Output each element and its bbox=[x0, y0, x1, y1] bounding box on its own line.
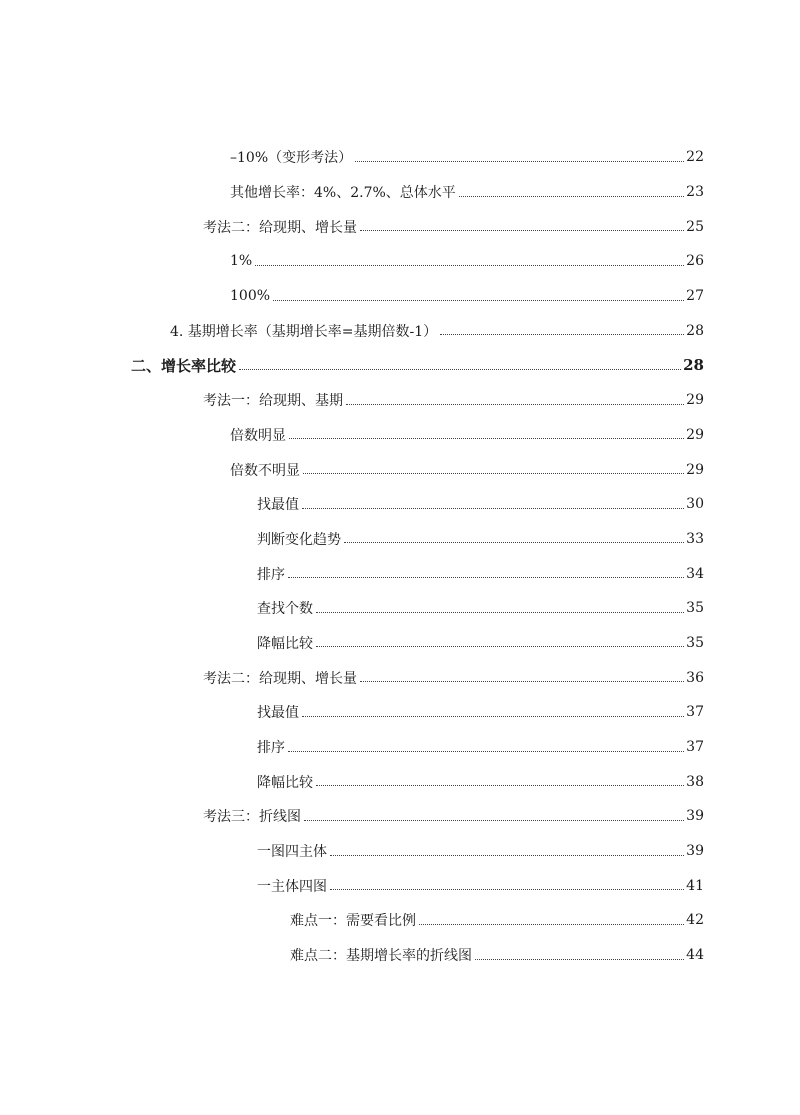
toc-entry-page-number: 25 bbox=[686, 218, 704, 235]
dot-leader bbox=[316, 646, 684, 647]
dot-leader bbox=[330, 855, 684, 856]
toc-entry-title: 4. 基期增长率（基期增长率=基期倍数-1） bbox=[170, 323, 438, 340]
dot-leader bbox=[330, 889, 684, 890]
dot-leader bbox=[344, 542, 684, 543]
toc-entry[interactable] bbox=[0, 383, 800, 418]
toc-entry-page-number: 36 bbox=[686, 669, 704, 686]
toc-entry[interactable] bbox=[0, 695, 800, 730]
dot-leader bbox=[360, 681, 684, 682]
toc-entry-page-number: 29 bbox=[686, 426, 704, 443]
toc-entry[interactable] bbox=[0, 209, 800, 244]
toc-entry[interactable] bbox=[0, 799, 800, 834]
toc-entry[interactable] bbox=[0, 244, 800, 279]
toc-entry-title: 查找个数 bbox=[257, 601, 313, 618]
toc-entry-page-number: 23 bbox=[686, 184, 704, 201]
dot-leader bbox=[288, 577, 684, 578]
toc-entry[interactable] bbox=[0, 764, 800, 799]
toc-entry[interactable] bbox=[0, 556, 800, 591]
toc-entry-title: 排序 bbox=[257, 740, 285, 757]
dot-leader bbox=[475, 959, 684, 960]
toc-entry-page-number: 35 bbox=[686, 634, 704, 651]
toc-entry-title: 考法二：给现期、增长量 bbox=[203, 670, 357, 687]
toc-entry[interactable] bbox=[0, 626, 800, 661]
dot-leader bbox=[316, 785, 684, 786]
dot-leader bbox=[346, 404, 684, 405]
toc-entry-title: 1% bbox=[230, 253, 253, 270]
toc-entry[interactable] bbox=[0, 834, 800, 869]
dot-leader bbox=[255, 265, 684, 266]
toc-entry[interactable] bbox=[0, 522, 800, 557]
toc-entry-page-number: 28 bbox=[683, 356, 704, 375]
table-of-contents bbox=[0, 140, 800, 973]
toc-entry-page-number: 39 bbox=[686, 808, 704, 825]
toc-entry-title: 考法三：折线图 bbox=[203, 809, 301, 826]
toc-entry-title: 二、增长率比较 bbox=[131, 356, 237, 375]
toc-entry-title: –10%（变形考法） bbox=[230, 150, 353, 167]
toc-entry[interactable] bbox=[0, 730, 800, 765]
dot-leader bbox=[288, 751, 684, 752]
toc-entry-title: 其他增长率：4%、2.7%、总体水平 bbox=[230, 185, 456, 202]
toc-entry-title: 排序 bbox=[257, 566, 285, 583]
toc-entry-page-number: 29 bbox=[686, 392, 704, 409]
toc-entry-page-number: 26 bbox=[686, 253, 704, 270]
toc-entry[interactable] bbox=[0, 591, 800, 626]
toc-entry-title: 考法二：给现期、增长量 bbox=[203, 219, 357, 236]
dot-leader bbox=[355, 161, 684, 162]
toc-entry-page-number: 38 bbox=[686, 773, 704, 790]
dot-leader bbox=[289, 438, 684, 439]
toc-entry-title: 倍数明显 bbox=[230, 427, 286, 444]
dot-leader bbox=[316, 612, 684, 613]
toc-entry-page-number: 41 bbox=[686, 877, 704, 894]
toc-entry-title: 找最值 bbox=[257, 705, 299, 722]
toc-entry-page-number: 35 bbox=[686, 600, 704, 617]
dot-leader bbox=[303, 473, 684, 474]
dot-leader bbox=[459, 196, 684, 197]
toc-entry-title: 难点二：基期增长率的折线图 bbox=[290, 948, 472, 965]
toc-entry-title: 倍数不明显 bbox=[230, 462, 300, 479]
toc-entry-page-number: 39 bbox=[686, 843, 704, 860]
toc-entry-title: 一图四主体 bbox=[257, 844, 327, 861]
toc-entry[interactable] bbox=[0, 279, 800, 314]
toc-entry[interactable] bbox=[0, 938, 800, 973]
toc-entry-title: 难点一：需要看比例 bbox=[290, 913, 416, 930]
toc-entry[interactable] bbox=[0, 140, 800, 175]
toc-entry[interactable] bbox=[0, 313, 800, 348]
toc-entry-page-number: 30 bbox=[686, 496, 704, 513]
dot-leader bbox=[360, 230, 684, 231]
toc-entry-title: 找最值 bbox=[257, 497, 299, 514]
toc-entry[interactable] bbox=[0, 175, 800, 210]
toc-entry-page-number: 34 bbox=[686, 565, 704, 582]
dot-leader bbox=[302, 508, 684, 509]
dot-leader bbox=[273, 300, 684, 301]
toc-entry-page-number: 44 bbox=[686, 947, 704, 964]
toc-entry[interactable] bbox=[0, 660, 800, 695]
dot-leader bbox=[239, 369, 681, 370]
toc-entry[interactable] bbox=[0, 868, 800, 903]
toc-entry[interactable] bbox=[0, 903, 800, 938]
toc-entry-title: 100% bbox=[230, 288, 271, 305]
dot-leader bbox=[419, 924, 684, 925]
toc-entry[interactable] bbox=[0, 418, 800, 453]
toc-entry-page-number: 22 bbox=[686, 149, 704, 166]
toc-entry-title: 判断变化趋势 bbox=[257, 531, 341, 548]
toc-entry[interactable] bbox=[0, 487, 800, 522]
toc-entry-title: 一主体四图 bbox=[257, 878, 327, 895]
toc-entry-page-number: 33 bbox=[686, 530, 704, 547]
toc-entry-page-number: 37 bbox=[686, 739, 704, 756]
toc-entry-page-number: 29 bbox=[686, 461, 704, 478]
toc-entry-title: 降幅比较 bbox=[257, 635, 313, 652]
toc-entry[interactable] bbox=[0, 452, 800, 487]
toc-entry-title: 考法一：给现期、基期 bbox=[203, 393, 343, 410]
toc-entry-title: 降幅比较 bbox=[257, 774, 313, 791]
dot-leader bbox=[440, 334, 684, 335]
dot-leader bbox=[304, 820, 684, 821]
dot-leader bbox=[302, 716, 684, 717]
toc-entry-page-number: 42 bbox=[686, 912, 704, 929]
toc-entry[interactable] bbox=[0, 348, 800, 383]
toc-entry-page-number: 27 bbox=[686, 288, 704, 305]
toc-entry-page-number: 28 bbox=[686, 322, 704, 339]
toc-entry-page-number: 37 bbox=[686, 704, 704, 721]
